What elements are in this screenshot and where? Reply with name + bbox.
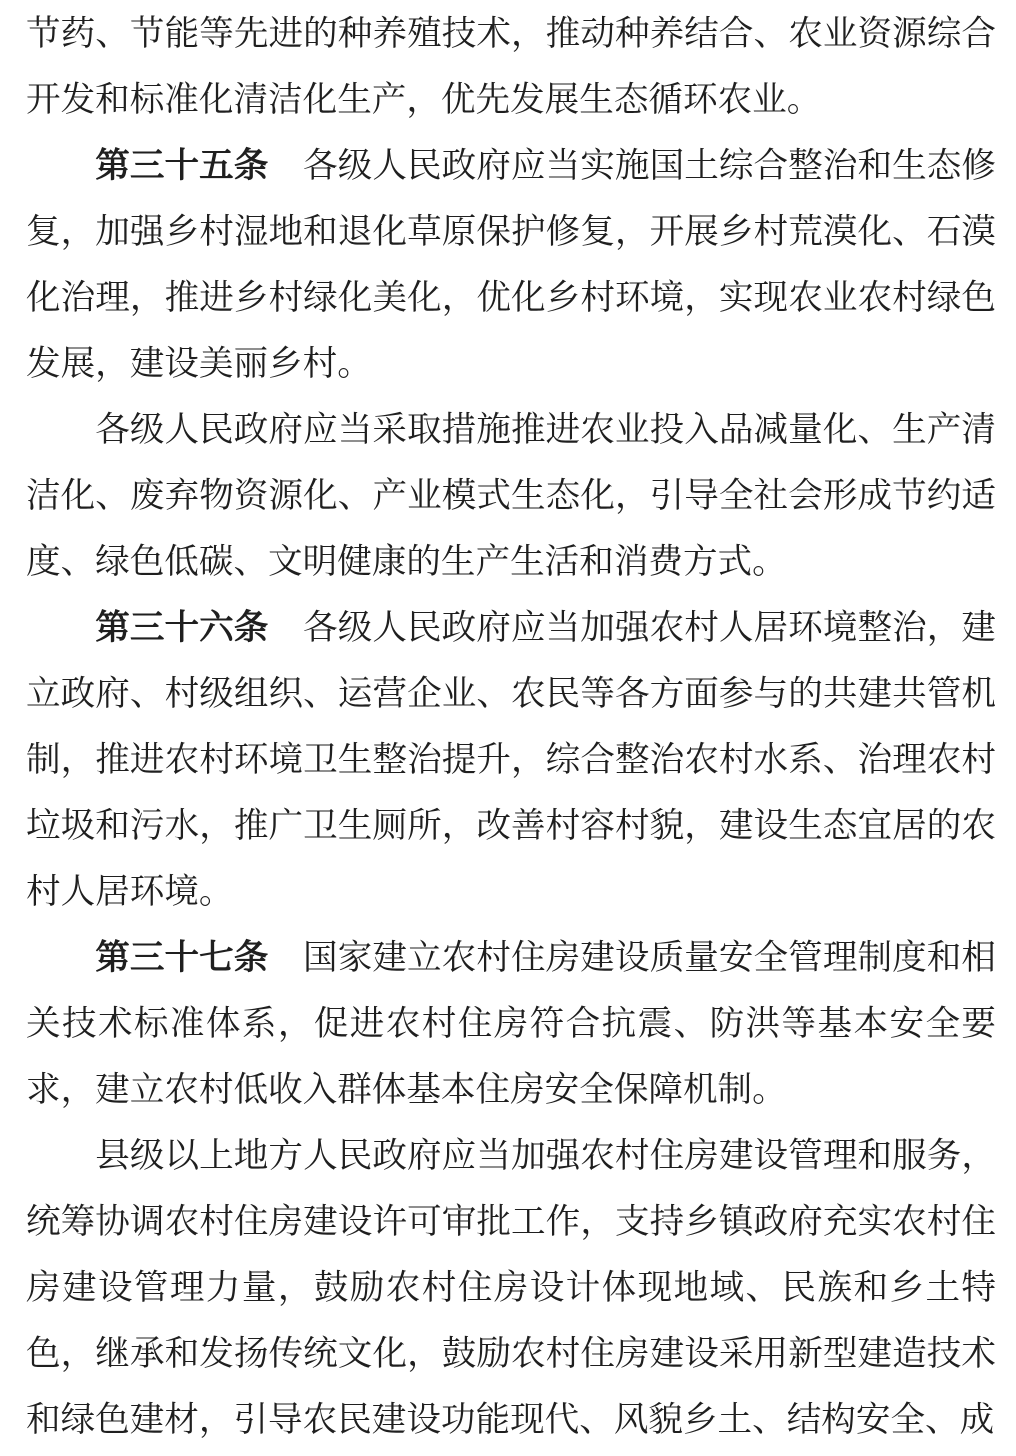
paragraph-continuation: [26, 1, 996, 133]
article-number-37: 第三十七条: [95, 939, 269, 977]
article-number-36: 第三十六条: [95, 609, 269, 647]
paragraph-article-35-clause-2: [26, 397, 996, 595]
paragraph-article-37: [26, 925, 996, 1123]
paragraph-text: 各级人民政府应当采取措施推进农业投入品减量化、生产清洁化、废弃物资源化、产业模式生态化，引导全社会形成节约适度、绿色低碳、文明健康的生产生活和消费方式。: [26, 411, 996, 581]
article-number-35: 第三十五条: [95, 147, 269, 185]
paragraph-article-35: [26, 133, 996, 397]
paragraph-text: 县级以上地方人民政府应当加强农村住房建设管理和服务，统筹协调农村住房建设许可审批工作，支持乡镇政府充实农村住房建设管理力量，鼓励农村住房设计体现地域、民族和乡土特色，继承和发扬传统文化，鼓励农村住房建设采用新型建造技术和绿色建材，引导农民建设功能现代、风貌乡土、结构安全、成: [26, 1137, 996, 1439]
paragraph-article-37-clause-2: [26, 1123, 996, 1453]
paragraph-text: 各级人民政府应当加强农村人居环境整治，建立政府、村级组织、运营企业、农民等各方面参与的共建共管机制，推进农村环境卫生整治提升，综合整治农村水系、治理农村垃圾和污水，推广卫生厕所，改善村容村貌，建设生态宜居的农村人居环境。: [26, 609, 997, 911]
paragraph-article-36: [26, 595, 996, 925]
paragraph-text: 国家建立农村住房建设质量安全管理制度和相关技术标准体系，促进农村住房符合抗震、防洪等基本安全要求，建立农村低收入群体基本住房安全保障机制。: [26, 939, 997, 1109]
paragraph-text: 各级人民政府应当实施国土综合整治和生态修复，加强乡村湿地和退化草原保护修复，开展乡村荒漠化、石漠化治理，推进乡村绿化美化，优化乡村环境，实现农业农村绿色发展，建设美丽乡村。: [26, 147, 997, 383]
paragraph-text: 节药、节能等先进的种养殖技术，推动种养结合、农业资源综合开发和标准化清洁化生产，优先发展生态循环农业。: [26, 15, 996, 119]
